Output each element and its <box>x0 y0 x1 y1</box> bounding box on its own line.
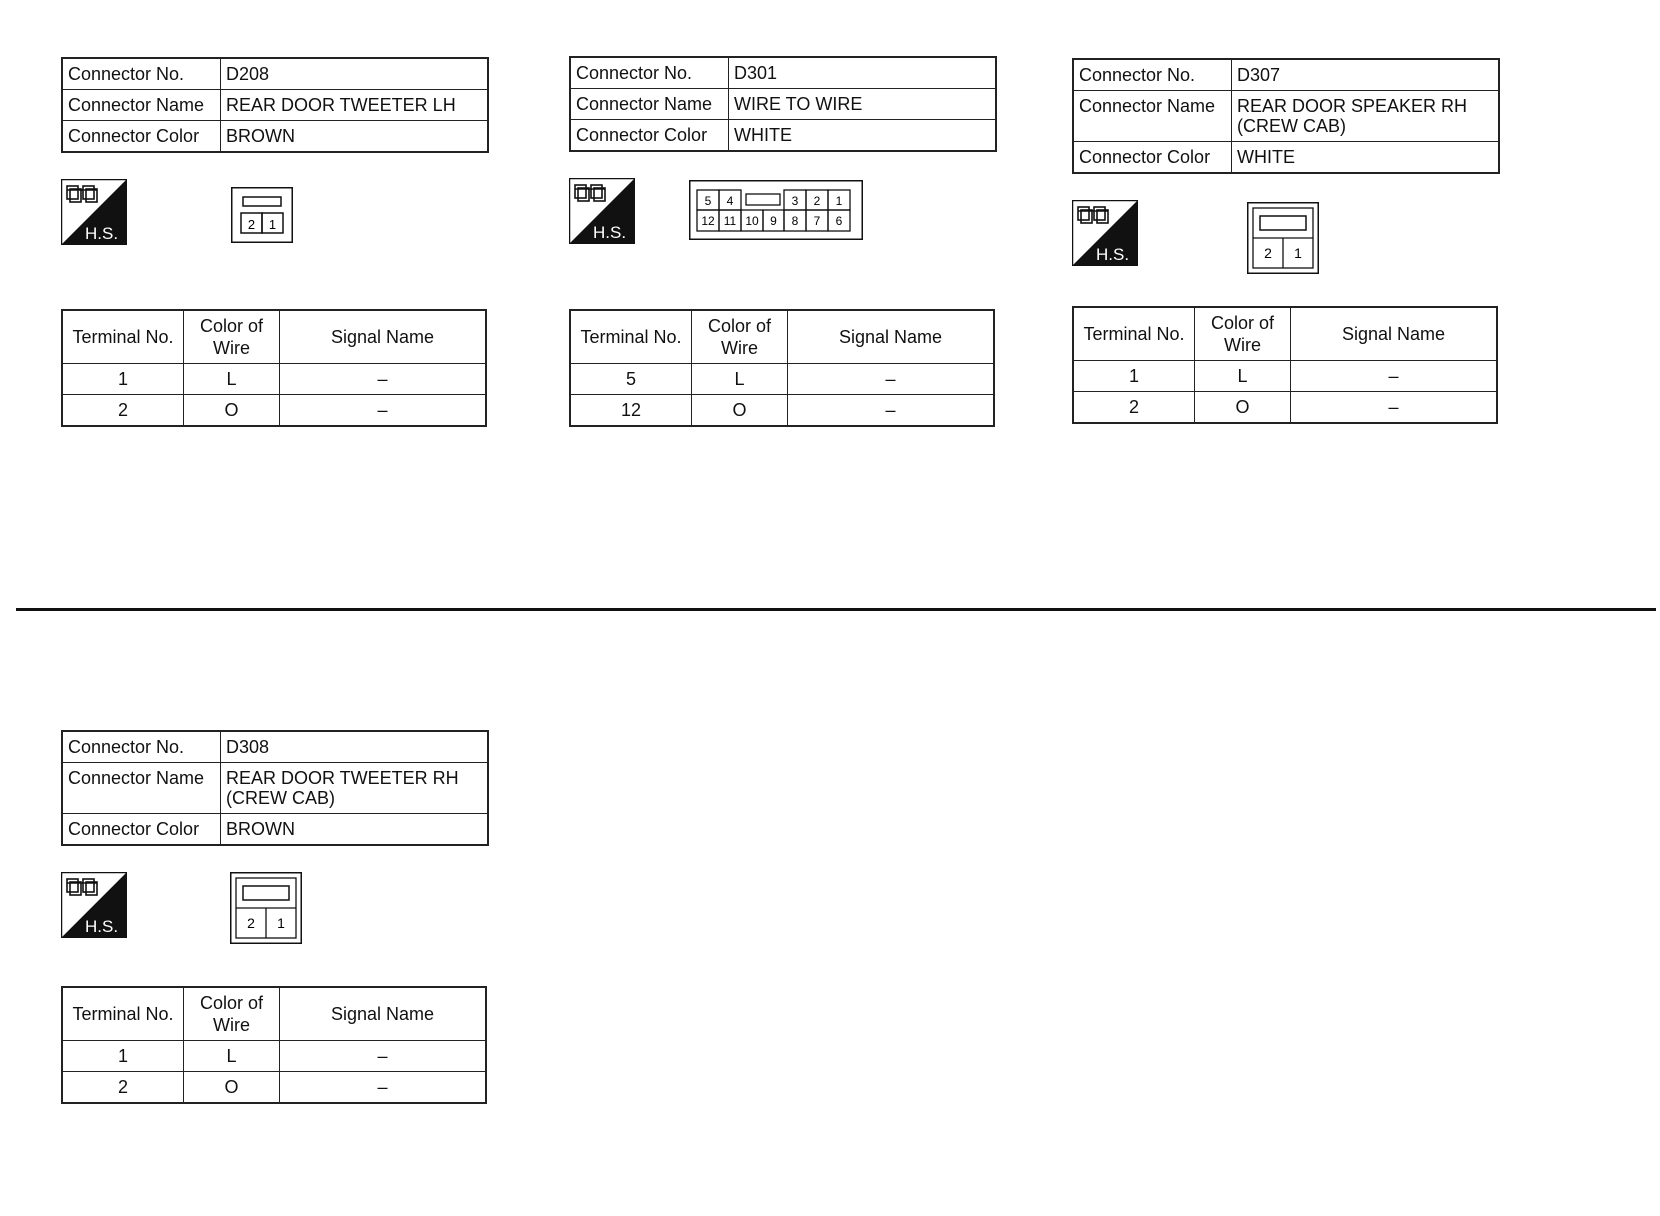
connector-name-value: WIRE TO WIRE <box>729 89 997 120</box>
harness-side-icon <box>1072 200 1138 266</box>
cavity-label: 2 <box>247 217 256 232</box>
harness-side-icon <box>61 179 127 245</box>
connector-no-label: Connector No. <box>62 731 221 763</box>
connector-no-value: D307 <box>1232 59 1500 91</box>
terminal-no-cell: 2 <box>62 395 184 427</box>
cavity-label: 2 <box>813 194 821 208</box>
table-row <box>570 395 994 427</box>
terminal-no-header: Terminal No. <box>570 310 692 364</box>
hs-label: H.S. <box>85 917 119 936</box>
connector-no-value: D301 <box>729 57 997 89</box>
cavity-label: 1 <box>835 194 843 208</box>
wire-color-cell: L <box>184 364 280 395</box>
terminal-no-cell: 1 <box>62 1041 184 1072</box>
connector-color-label: Connector Color <box>62 814 221 846</box>
cavity-label: 6 <box>835 214 843 228</box>
terminal-no-header: Terminal No. <box>62 310 184 364</box>
connector-color-value: BROWN <box>221 121 489 153</box>
signal-name-cell: – <box>280 395 487 427</box>
signal-name-header: Signal Name <box>280 310 487 364</box>
connector-face-d301 <box>689 180 863 240</box>
connector-visual <box>61 153 489 301</box>
terminal-no-cell: 1 <box>1073 361 1195 392</box>
connector-info-table <box>569 56 997 152</box>
terminal-table <box>569 309 995 427</box>
terminal-no-cell: 12 <box>570 395 692 427</box>
table-row <box>1073 361 1497 392</box>
cavity-label: 10 <box>745 214 759 228</box>
connector-info-table <box>61 57 489 153</box>
signal-name-cell: – <box>788 364 995 395</box>
connector-no-row <box>1073 59 1499 91</box>
connector-visual <box>61 846 489 994</box>
connector-block-d308 <box>61 730 489 1097</box>
cavity-label: 1 <box>1294 245 1302 261</box>
color-of-wire-header: Color of Wire <box>1195 307 1291 361</box>
terminal-no-cell: 2 <box>1073 392 1195 424</box>
table-row <box>62 364 486 395</box>
terminal-no-header: Terminal No. <box>1073 307 1195 361</box>
signal-name-header: Signal Name <box>788 310 995 364</box>
terminal-table-header <box>62 987 486 1041</box>
terminal-table-header <box>570 310 994 364</box>
connector-name-value: REAR DOOR TWEETER LH <box>221 90 489 121</box>
table-row <box>62 1072 486 1104</box>
terminal-no-cell: 1 <box>62 364 184 395</box>
signal-name-cell: – <box>1291 361 1498 392</box>
cavity-label: 5 <box>704 194 712 208</box>
connector-color-value: BROWN <box>221 814 489 846</box>
connector-info-table <box>61 730 489 846</box>
connector-block-d301 <box>569 56 997 420</box>
connector-color-label: Connector Color <box>62 121 221 153</box>
signal-name-header: Signal Name <box>1291 307 1498 361</box>
wire-color-cell: L <box>1195 361 1291 392</box>
connector-color-value: WHITE <box>1232 142 1500 174</box>
cavity-label: 4 <box>726 194 734 208</box>
connector-name-row <box>1073 91 1499 142</box>
connector-no-label: Connector No. <box>62 58 221 90</box>
connector-color-row <box>570 120 996 152</box>
cavity-label: 2 <box>1264 245 1272 261</box>
connector-no-value: D308 <box>221 731 489 763</box>
terminal-no-header: Terminal No. <box>62 987 184 1041</box>
hs-label: H.S. <box>85 224 119 243</box>
connector-color-value: WHITE <box>729 120 997 152</box>
connector-name-label: Connector Name <box>570 89 729 120</box>
color-of-wire-header: Color of Wire <box>184 310 280 364</box>
terminal-table-header <box>62 310 486 364</box>
connector-name-label: Connector Name <box>1073 91 1232 142</box>
connector-color-label: Connector Color <box>570 120 729 152</box>
connector-face-d208 <box>231 187 293 243</box>
terminal-table <box>1072 306 1498 424</box>
connector-name-row <box>570 89 996 120</box>
wire-color-cell: O <box>184 1072 280 1104</box>
connector-visual <box>1072 174 1500 322</box>
connector-name-value: REAR DOOR SPEAKER RH (CREW CAB) <box>1232 91 1500 142</box>
connector-block-d208 <box>61 57 489 420</box>
table-row <box>570 364 994 395</box>
connector-color-row <box>62 121 488 153</box>
cavity-label: 1 <box>268 217 277 232</box>
connector-no-label: Connector No. <box>570 57 729 89</box>
signal-name-cell: – <box>788 395 995 427</box>
connector-no-label: Connector No. <box>1073 59 1232 91</box>
connector-no-row <box>62 731 488 763</box>
wire-color-cell: O <box>692 395 788 427</box>
connector-face-d307 <box>1247 202 1319 274</box>
signal-name-cell: – <box>280 364 487 395</box>
table-row <box>62 1041 486 1072</box>
connector-no-row <box>62 58 488 90</box>
cavity-label: 3 <box>791 194 799 208</box>
connector-color-row <box>62 814 488 846</box>
signal-name-cell: – <box>1291 392 1498 424</box>
wire-color-cell: O <box>184 395 280 427</box>
connector-name-label: Connector Name <box>62 763 221 814</box>
signal-name-header: Signal Name <box>280 987 487 1041</box>
harness-side-icon <box>569 178 635 244</box>
wire-color-cell: L <box>184 1041 280 1072</box>
color-of-wire-header: Color of Wire <box>692 310 788 364</box>
connector-face-d308 <box>230 872 302 944</box>
cavity-label: 12 <box>701 214 715 228</box>
terminal-table <box>61 986 487 1104</box>
cavity-label: 8 <box>791 214 799 228</box>
terminal-no-cell: 5 <box>570 364 692 395</box>
harness-side-icon <box>61 872 127 938</box>
connector-visual <box>569 152 997 300</box>
connector-name-value: REAR DOOR TWEETER RH (CREW CAB) <box>221 763 489 814</box>
terminal-table-header <box>1073 307 1497 361</box>
table-row <box>62 395 486 427</box>
connector-info-table <box>1072 58 1500 174</box>
wire-color-cell: O <box>1195 392 1291 424</box>
cavity-label: 9 <box>770 214 777 228</box>
terminal-table <box>61 309 487 427</box>
connector-color-row <box>1073 142 1499 174</box>
connector-no-value: D208 <box>221 58 489 90</box>
cavity-label: 1 <box>277 915 285 931</box>
wire-color-cell: L <box>692 364 788 395</box>
connector-block-d307 <box>1072 58 1500 417</box>
section-divider <box>16 608 1656 611</box>
connector-color-label: Connector Color <box>1073 142 1232 174</box>
cavity-label: 2 <box>247 915 255 931</box>
signal-name-cell: – <box>280 1041 487 1072</box>
table-row <box>1073 392 1497 424</box>
signal-name-cell: – <box>280 1072 487 1104</box>
connector-name-row <box>62 90 488 121</box>
cavity-label: 11 <box>723 214 737 228</box>
connector-name-label: Connector Name <box>62 90 221 121</box>
terminal-no-cell: 2 <box>62 1072 184 1104</box>
cavity-label: 7 <box>813 214 821 228</box>
hs-label: H.S. <box>593 223 627 242</box>
hs-label: H.S. <box>1096 245 1130 264</box>
connector-name-row <box>62 763 488 814</box>
color-of-wire-header: Color of Wire <box>184 987 280 1041</box>
connector-no-row <box>570 57 996 89</box>
